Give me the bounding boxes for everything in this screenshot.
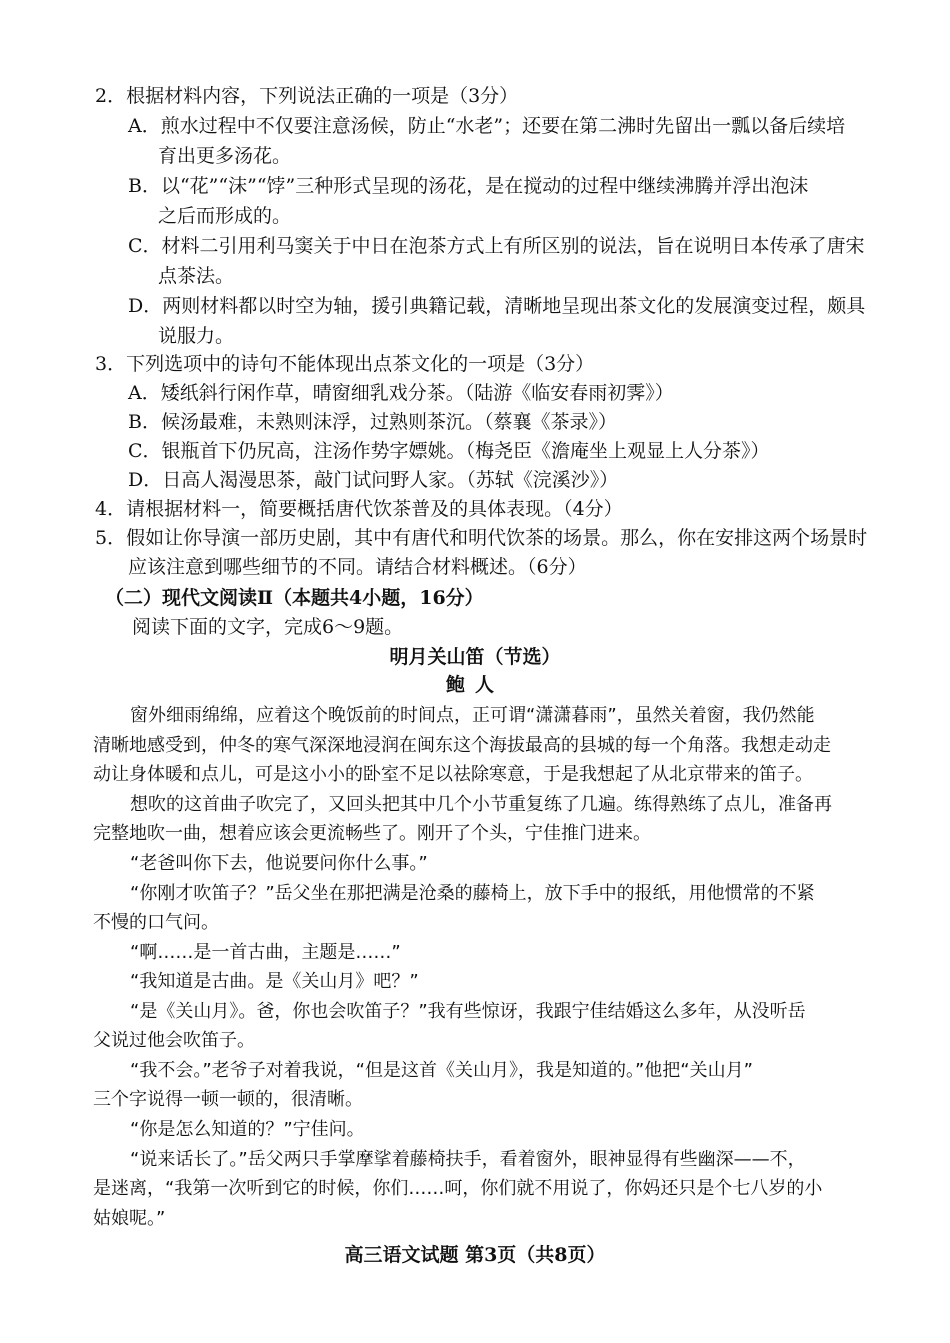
paragraph-line: 清晰地感受到，仲冬的寒气深深地浸润在闽东这个海拔最高的县城的每一个角落。我想走动走 [93,735,831,756]
paragraph-line: “我不会。”老爷子对着我说，“但是这首《关山月》，我是知道的。”他把“关山月” [130,1060,753,1081]
article-title: 明月关山笛（节选） [389,646,561,668]
paragraph-line: 父说过他会吹笛子。 [93,1030,255,1051]
paragraph-line: “我知道是古曲。是《关山月》吧？” [130,971,419,992]
question-3-option-b: B．候汤最难，未熟则沫浮，过熟则茶沉。（蔡襄《茶录》） [128,411,617,433]
paragraph-line: “是《关山月》。爸，你也会吹笛子？”我有些惊讶，我跟宁佳结婚这么多年，从没听岳 [130,1001,806,1022]
page-footer: 高三语文试题 第3页（共8页） [344,1244,606,1266]
paragraph-line: “你是怎么知道的？”宁佳问。 [130,1119,365,1140]
question-5-cont: 应该注意到哪些细节的不同。请结合材料概述。（6分） [128,556,587,578]
question-3-option-a: A．矮纸斜行闲作草，晴窗细乳戏分茶。（陆游《临安春雨初霁》） [128,382,674,404]
question-2-option-b-cont: 之后而形成的。 [158,205,292,227]
question-5: 5．假如让你导演一部历史剧，其中有唐代和明代饮茶的场景。那么，你在安排这两个场景时 [95,527,868,549]
question-2-option-a-cont: 育出更多汤花。 [158,145,292,167]
paragraph-line: “啊……是一首古曲，主题是……” [130,942,401,963]
paragraph-line: “说来话长了。”岳父两只手掌摩挲着藤椅扶手，看着窗外，眼神显得有些幽深——不， [130,1149,806,1170]
article-author: 鲍人 [445,674,504,696]
paragraph-line: 想吹的这首曲子吹完了，又回头把其中几个小节重复练了几遍。练得熟练了点儿，准备再 [130,794,832,815]
question-2-option-c-cont: 点茶法。 [158,265,235,287]
paragraph-line: “你刚才吹笛子？”岳父坐在那把满是沧桑的藤椅上，放下手中的报纸，用他惯常的不紧 [130,883,815,904]
question-2-option-d: D．两则材料都以时空为轴，援引典籍记载，清晰地呈现出茶文化的发展演变过程，颇具 [128,295,866,317]
question-2-option-a: A．煎水过程中不仅要注意汤候，防止“水老”；还要在第二沸时先留出一瓢以备后续培 [128,115,846,137]
question-2-option-c: C．材料二引用利马窦关于中日在泡茶方式上有所区别的说法，旨在说明日本传承了唐宋 [128,235,865,257]
question-2-option-d-cont: 说服力。 [158,325,235,347]
paragraph-line: 姑娘呢。” [93,1208,166,1229]
question-4: 4．请根据材料一，简要概括唐代饮茶普及的具体表现。（4分） [95,498,623,520]
question-3-option-c: C．银瓶首下仍尻高，注汤作势字嫖姚。（梅尧臣《澹庵坐上观显上人分茶》） [128,440,770,462]
section-instruction: 阅读下面的文字，完成6～9题。 [132,616,404,638]
question-3-stem: 3．下列选项中的诗句不能体现出点茶文化的一项是（3分） [95,353,595,375]
paragraph-line: 动让身体暖和点儿，可是这小小的卧室不足以祛除寒意，于是我想起了从北京带来的笛子。 [93,764,813,785]
paragraph-line: “老爸叫你下去，他说要问你什么事。” [130,853,428,874]
section-heading: （二）现代文阅读Ⅱ（本题共4小题，16分） [105,587,484,609]
question-2-option-b: B．以“花”“沫”“饽”三种形式呈现的汤花，是在搅动的过程中继续沸腾并浮出泡沫 [128,175,809,197]
paragraph-line: 是迷离，“我第一次听到它的时候，你们……呵，你们就不用说了，你妈还只是个七八岁的小 [93,1178,823,1199]
paragraph-line: 三个字说得一顿一顿的，很清晰。 [93,1089,363,1110]
paragraph-line: 不慢的口气问。 [93,912,219,933]
paragraph-line: 完整地吹一曲，想着应该会更流畅些了。刚开了个头，宁佳推门进来。 [93,823,651,844]
paragraph-line: 窗外细雨绵绵，应着这个晚饭前的时间点，正可谓“潇潇暮雨”，虽然关着窗，我仍然能 [130,705,815,726]
question-3-option-d: D．日高人渴漫思茶，敲门试问野人家。（苏轼《浣溪沙》） [128,469,619,491]
question-2-stem: 2．根据材料内容，下列说法正确的一项是（3分） [95,85,519,107]
